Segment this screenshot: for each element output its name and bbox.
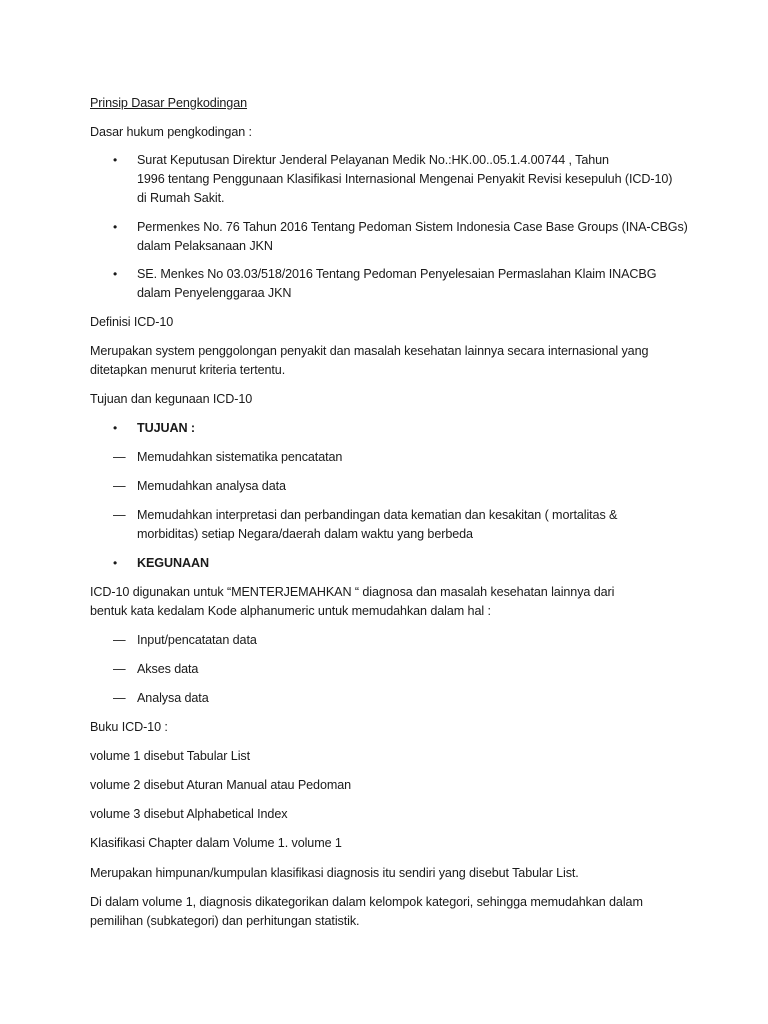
volume-2-line: volume 2 disebut Aturan Manual atau Pedoman <box>90 778 352 792</box>
dasar-hukum-item-3-line-2: dalam Penyelenggaraa JKN <box>137 286 292 300</box>
dasar-hukum-item-2-line-2: dalam Pelaksanaan JKN <box>137 239 273 253</box>
bullet-icon: • <box>113 220 118 234</box>
klasifikasi-paragraph: Merupakan himpunan/kumpulan klasifikasi diagnosis itu sendiri yang disebut Tabular List. <box>90 866 579 880</box>
dasar-hukum-item-3-line-1: SE. Menkes No 03.03/518/2016 Tentang Pedoman Penyelesaian Permaslahan Klaim INACBG <box>137 267 657 281</box>
bullet-icon: • <box>113 556 118 570</box>
dasar-hukum-item-2-line-1: Permenkes No. 76 Tahun 2016 Tentang Pedoman Sistem Indonesia Case Base Groups (INA-CBGs) <box>137 220 688 234</box>
kegunaan-label: KEGUNAAN <box>137 556 209 570</box>
volume1-desc-line-2: pemilihan (subkategori) dan perhitungan statistik. <box>90 914 360 928</box>
volume1-desc-line-1: Di dalam volume 1, diagnosis dikategorikan dalam kelompok kategori, sehingga memudahkan dalam <box>90 895 643 909</box>
kegunaan-line-1: ICD-10 digunakan untuk “MENTERJEMAHKAN “ diagnosa dan masalah kesehatan lainnya dari <box>90 585 615 599</box>
kegunaan-item-3: Analysa data <box>137 691 209 705</box>
dasar-hukum-item-1-line-2: 1996 tentang Penggunaan Klasifikasi Internasional Mengenai Penyakit Revisi kesepuluh (ICD-10) <box>137 172 673 186</box>
document-title: Prinsip Dasar Pengkodingan <box>90 96 248 110</box>
dash-icon: — <box>113 662 126 676</box>
dash-icon: — <box>113 691 126 705</box>
volume-3-line: volume 3 disebut Alphabetical Index <box>90 807 288 821</box>
kegunaan-item-2: Akses data <box>137 662 199 676</box>
buku-heading: Buku ICD-10 : <box>90 720 168 734</box>
klasifikasi-heading: Klasifikasi Chapter dalam Volume 1. volume 1 <box>90 836 342 850</box>
bullet-icon: • <box>113 153 118 167</box>
tujuan-item-2: Memudahkan analysa data <box>137 479 286 493</box>
definisi-heading: Definisi ICD-10 <box>90 315 174 329</box>
tujuan-item-1: Memudahkan sistematika pencatatan <box>137 450 343 464</box>
kegunaan-item-1: Input/pencatatan data <box>137 633 257 647</box>
dasar-hukum-item-1-line-3: di Rumah Sakit. <box>137 191 225 205</box>
dash-icon: — <box>113 479 126 493</box>
tujuan-item-3-line-1: Memudahkan interpretasi dan perbandingan data kematian dan kesakitan ( mortalitas & <box>137 508 618 522</box>
dash-icon: — <box>113 508 126 522</box>
bullet-icon: • <box>113 267 118 281</box>
dasar-hukum-item-1-line-1: Surat Keputusan Direktur Jenderal Pelayanan Medik No.:HK.00..05.1.4.00744 , Tahun <box>137 153 609 167</box>
bullet-icon: • <box>113 421 118 435</box>
volume-1-line: volume 1 disebut Tabular List <box>90 749 250 763</box>
kegunaan-line-2: bentuk kata kedalam Kode alphanumeric untuk memudahkan dalam hal : <box>90 604 491 618</box>
tujuan-item-3-line-2: morbiditas) setiap Negara/daerah dalam waktu yang berbeda <box>137 527 473 541</box>
dash-icon: — <box>113 450 126 464</box>
tujuan-label: TUJUAN : <box>137 421 195 435</box>
tujuan-heading: Tujuan dan kegunaan ICD-10 <box>90 392 253 406</box>
dash-icon: — <box>113 633 126 647</box>
definisi-line-1: Merupakan system penggolongan penyakit dan masalah kesehatan lainnya secara internasional yang <box>90 344 649 358</box>
definisi-line-2: ditetapkan menurut kriteria tertentu. <box>90 363 286 377</box>
dasar-hukum-heading: Dasar hukum pengkodingan : <box>90 125 252 139</box>
